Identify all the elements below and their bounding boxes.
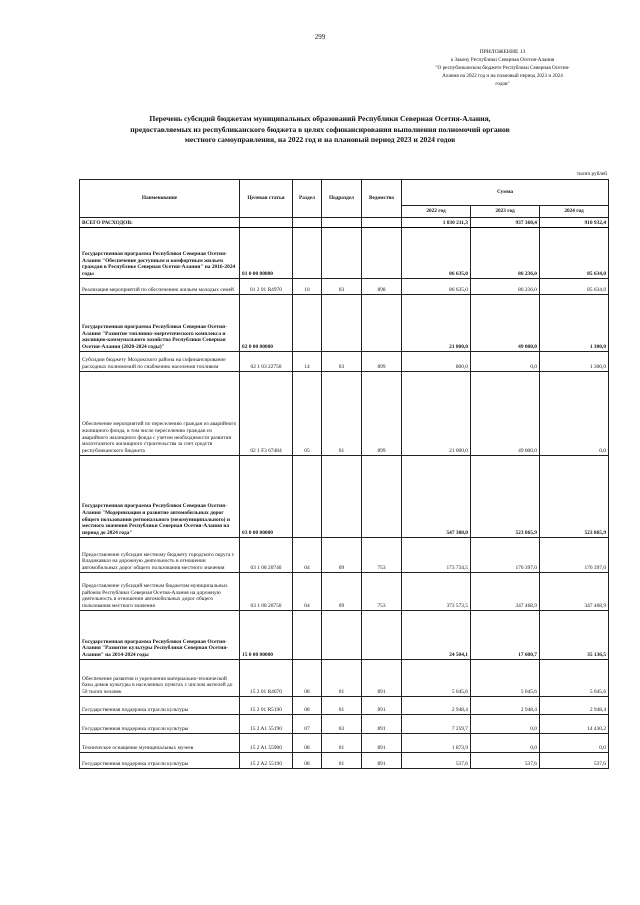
row-2022: 173 734,5 — [402, 538, 471, 573]
row-section — [293, 228, 322, 279]
row-2024: 0,0 — [540, 734, 609, 753]
row-name: Реализация мероприятий по обеспечению жильем молодых семей — [80, 279, 240, 295]
row-dept — [362, 456, 402, 538]
row-target: 01 2 01 R4970 — [240, 279, 293, 295]
header-2022: 2022 год — [402, 206, 471, 218]
header-target: Целевая статья — [240, 180, 293, 218]
row-section: 08 — [293, 753, 322, 769]
row-dept: 891 — [362, 734, 402, 753]
row-2023: 523 865,9 — [471, 456, 540, 538]
table-row — [80, 715, 609, 734]
row-2024: 5 045,6 — [540, 660, 609, 697]
row-2022: 1 873,9 — [402, 734, 471, 753]
row-subsection — [322, 456, 362, 538]
row-2024: 14 430,2 — [540, 715, 609, 734]
row-subsection — [322, 611, 362, 660]
row-2023: 176 397,0 — [471, 538, 540, 573]
row-subsection — [322, 218, 362, 228]
row-2022: 547 308,0 — [402, 456, 471, 538]
row-subsection: 03 — [322, 279, 362, 295]
row-target: 15 2 A2 55190 — [240, 753, 293, 769]
row-dept: 753 — [362, 538, 402, 573]
row-name: Государственная программа Республики Северная Осетия-Алания "Развитие культуры Республики Северная Осетия-Алания" на 2014-2024 годы — [80, 611, 240, 660]
row-name: Государственная программа Республики Северная Осетия-Алания "Развитие топливно-энергетического комплекса и жилищно-коммунального хозяйства Республики Северная Осетия-Алания (2020-2024 годы)" — [80, 295, 240, 352]
row-2023: 347 468,9 — [471, 573, 540, 611]
title-line: Перечень субсидий бюджетам муниципальных образований Республики Северная Осетия-Алания, — [149, 114, 491, 123]
row-2023: 2 948,4 — [471, 697, 540, 715]
row-2022: 800,0 — [402, 352, 471, 372]
row-target: 15 2 A1 55900 — [240, 734, 293, 753]
row-name: ВСЕГО РАСХОДОВ: — [80, 218, 240, 228]
row-2024: 1 300,0 — [540, 352, 609, 372]
row-target: 02 1 03 22750 — [240, 352, 293, 372]
document-title — [95, 114, 545, 146]
row-2023: 937 360,4 — [471, 218, 540, 228]
row-2022: 86 635,0 — [402, 228, 471, 279]
row-2022: 373 573,5 — [402, 573, 471, 611]
row-name: Предоставление субсидии местному бюджету городского округа г. Владикавказ на дорожную деятельность в отношении автомобильных дорог общего пользования местного значения — [80, 538, 240, 573]
row-2023: 0,0 — [471, 352, 540, 372]
row-2024: 85 634,0 — [540, 279, 609, 295]
header-section: Раздел — [293, 180, 322, 218]
row-dept — [362, 295, 402, 352]
row-2024: 1 300,0 — [540, 295, 609, 352]
table-row — [80, 538, 609, 573]
appendix-line: к Закону Республики Северная Осетия-Алания — [450, 57, 555, 63]
row-2023: 537,6 — [471, 753, 540, 769]
row-2024: 35 136,5 — [540, 611, 609, 660]
title-line: предоставляемых из республиканского бюджета в целях софинансирования выполнения полномочий органов — [130, 124, 510, 134]
row-target: 02 1 F3 67484 — [240, 372, 293, 456]
row-subsection — [322, 295, 362, 352]
header-dept: Ведомство — [362, 180, 402, 218]
row-dept: 899 — [362, 372, 402, 456]
row-dept: 753 — [362, 573, 402, 611]
row-subsection: 01 — [322, 697, 362, 715]
row-section — [293, 218, 322, 228]
table-row — [80, 697, 609, 715]
row-2023: 49 000,0 — [471, 295, 540, 352]
row-section: 08 — [293, 734, 322, 753]
table-row — [80, 660, 609, 697]
row-2022: 7 259,7 — [402, 715, 471, 734]
row-2022: 24 504,1 — [402, 611, 471, 660]
row-target: 03 0 00 00000 — [240, 456, 293, 538]
row-2024: 910 932,4 — [540, 218, 609, 228]
row-name: Предоставление субсидий местным бюджетам муниципальных районов Республики Северная Осетия-Алания на дорожную деятельность в отношении автомобильных дорог общего пользования местного значения — [80, 573, 240, 611]
row-name: Государственная программа Республики Северная Осетия-Алания "Модернизация и развитие автомобильных дорог общего пользования регионального (межмуниципального) и местного значения Республики Северная Осетия-Алания на период до 2024 года" — [80, 456, 240, 538]
table-row — [80, 573, 609, 611]
table-row — [80, 279, 609, 295]
row-2022: 537,6 — [402, 753, 471, 769]
row-dept: 891 — [362, 715, 402, 734]
row-2023: 17 600,7 — [471, 611, 540, 660]
table-row — [80, 228, 609, 279]
row-subsection: 01 — [322, 660, 362, 697]
row-section: 08 — [293, 697, 322, 715]
row-name: Государственная программа Республики Северная Осетия-Алания "Обеспечение доступным и комфортным жильем граждан в Республике Северная Осетия-Алания" на 2016-2024 годы — [80, 228, 240, 279]
row-target: 01 0 00 00000 — [240, 228, 293, 279]
row-2022: 21 800,0 — [402, 295, 471, 352]
row-2024: 176 397,0 — [540, 538, 609, 573]
row-subsection: 01 — [322, 753, 362, 769]
header-2024: 2024 год — [540, 206, 609, 218]
row-2023: 86 236,0 — [471, 279, 540, 295]
row-2022: 86 635,0 — [402, 279, 471, 295]
row-section — [293, 611, 322, 660]
row-subsection: 09 — [322, 573, 362, 611]
row-2024: 0,0 — [540, 372, 609, 456]
row-section: 07 — [293, 715, 322, 734]
row-subsection: 01 — [322, 734, 362, 753]
row-name: Обеспечение развития и укрепления материально-технической базы домов культуры в населенных пунктах с числом жителей до 50 тысяч человек — [80, 660, 240, 697]
header-subsection: Подраздел — [322, 180, 362, 218]
header-name: Наименование — [80, 180, 240, 218]
row-target: 15 2 A1 55190 — [240, 715, 293, 734]
appendix-line: "О республиканском бюджете Республики Северная Осетия- — [435, 65, 570, 71]
row-name: Государственная поддержка отрасли культуры — [80, 715, 240, 734]
row-target: 02 0 00 00000 — [240, 295, 293, 352]
header-sum: Сумма — [402, 180, 609, 206]
row-section: 04 — [293, 573, 322, 611]
row-name: Государственная поддержка отрасли культуры — [80, 697, 240, 715]
row-dept: 899 — [362, 352, 402, 372]
row-target: 15 2 01 R5190 — [240, 697, 293, 715]
row-2022: 5 045,6 — [402, 660, 471, 697]
row-target: 03 1 08 20740 — [240, 538, 293, 573]
row-name: Техническое оснащение муниципальных музеев — [80, 734, 240, 753]
row-2024: 537,6 — [540, 753, 609, 769]
row-2024: 347 468,9 — [540, 573, 609, 611]
row-dept: 891 — [362, 697, 402, 715]
row-subsection: 09 — [322, 538, 362, 573]
row-target: 15 0 00 00000 — [240, 611, 293, 660]
row-2023: 0,0 — [471, 715, 540, 734]
subsidies-table — [79, 179, 609, 769]
table-row — [80, 611, 609, 660]
table-row — [80, 734, 609, 753]
appendix-line: годов" — [495, 81, 510, 87]
page-number: 299 — [314, 33, 326, 41]
row-subsection: 03 — [322, 715, 362, 734]
row-section: 14 — [293, 352, 322, 372]
appendix-line: Алания на 2022 год и на плановый период 2023 и 2024 — [442, 73, 563, 79]
row-target: 03 1 08 20750 — [240, 573, 293, 611]
appendix-block — [400, 48, 605, 88]
row-dept: 891 — [362, 753, 402, 769]
row-section: 05 — [293, 372, 322, 456]
row-target — [240, 218, 293, 228]
table-row — [80, 753, 609, 769]
row-2024: 523 865,9 — [540, 456, 609, 538]
row-section: 10 — [293, 279, 322, 295]
row-2022: 2 948,4 — [402, 697, 471, 715]
row-dept — [362, 611, 402, 660]
title-line: местного самоуправления, на 2022 год и на плановый период 2023 и 2024 годов — [184, 135, 456, 144]
row-section: 08 — [293, 660, 322, 697]
row-2023: 86 236,0 — [471, 228, 540, 279]
row-subsection: 03 — [322, 352, 362, 372]
table-body — [80, 218, 609, 769]
row-2022: 1 030 211,3 — [402, 218, 471, 228]
row-2023: 49 000,0 — [471, 372, 540, 456]
row-section: 04 — [293, 538, 322, 573]
row-2024: 2 948,4 — [540, 697, 609, 715]
table-row — [80, 372, 609, 456]
row-2023: 0,0 — [471, 734, 540, 753]
header-2023: 2023 год — [471, 206, 540, 218]
row-subsection: 01 — [322, 372, 362, 456]
row-subsection — [322, 228, 362, 279]
row-2023: 5 045,6 — [471, 660, 540, 697]
table-row — [80, 456, 609, 538]
units-label: тысяч рублей — [576, 171, 607, 177]
appendix-title: ПРИЛОЖЕНИЕ 13 — [479, 49, 526, 55]
row-2022: 21 000,0 — [402, 372, 471, 456]
row-dept — [362, 218, 402, 228]
row-target: 15 2 01 R4670 — [240, 660, 293, 697]
table-row — [80, 218, 609, 228]
table-row — [80, 295, 609, 352]
row-name: Обеспечение мероприятий по переселению граждан из аварийного жилищного фонда, в том числе переселению граждан из аварийного жилищного фонда с учетом необходимости развития малоэтажного жилищного строительства за счет средств республиканского бюджета — [80, 372, 240, 456]
row-section — [293, 295, 322, 352]
table-row — [80, 352, 609, 372]
row-section — [293, 456, 322, 538]
row-2024: 85 634,0 — [540, 228, 609, 279]
row-name: Субсидии бюджету Моздокского района на софинансирование расходных полномочий по снабжению населения топливом — [80, 352, 240, 372]
row-dept: 898 — [362, 279, 402, 295]
row-dept: 891 — [362, 660, 402, 697]
row-name: Государственная поддержка отрасли культуры — [80, 753, 240, 769]
row-dept — [362, 228, 402, 279]
